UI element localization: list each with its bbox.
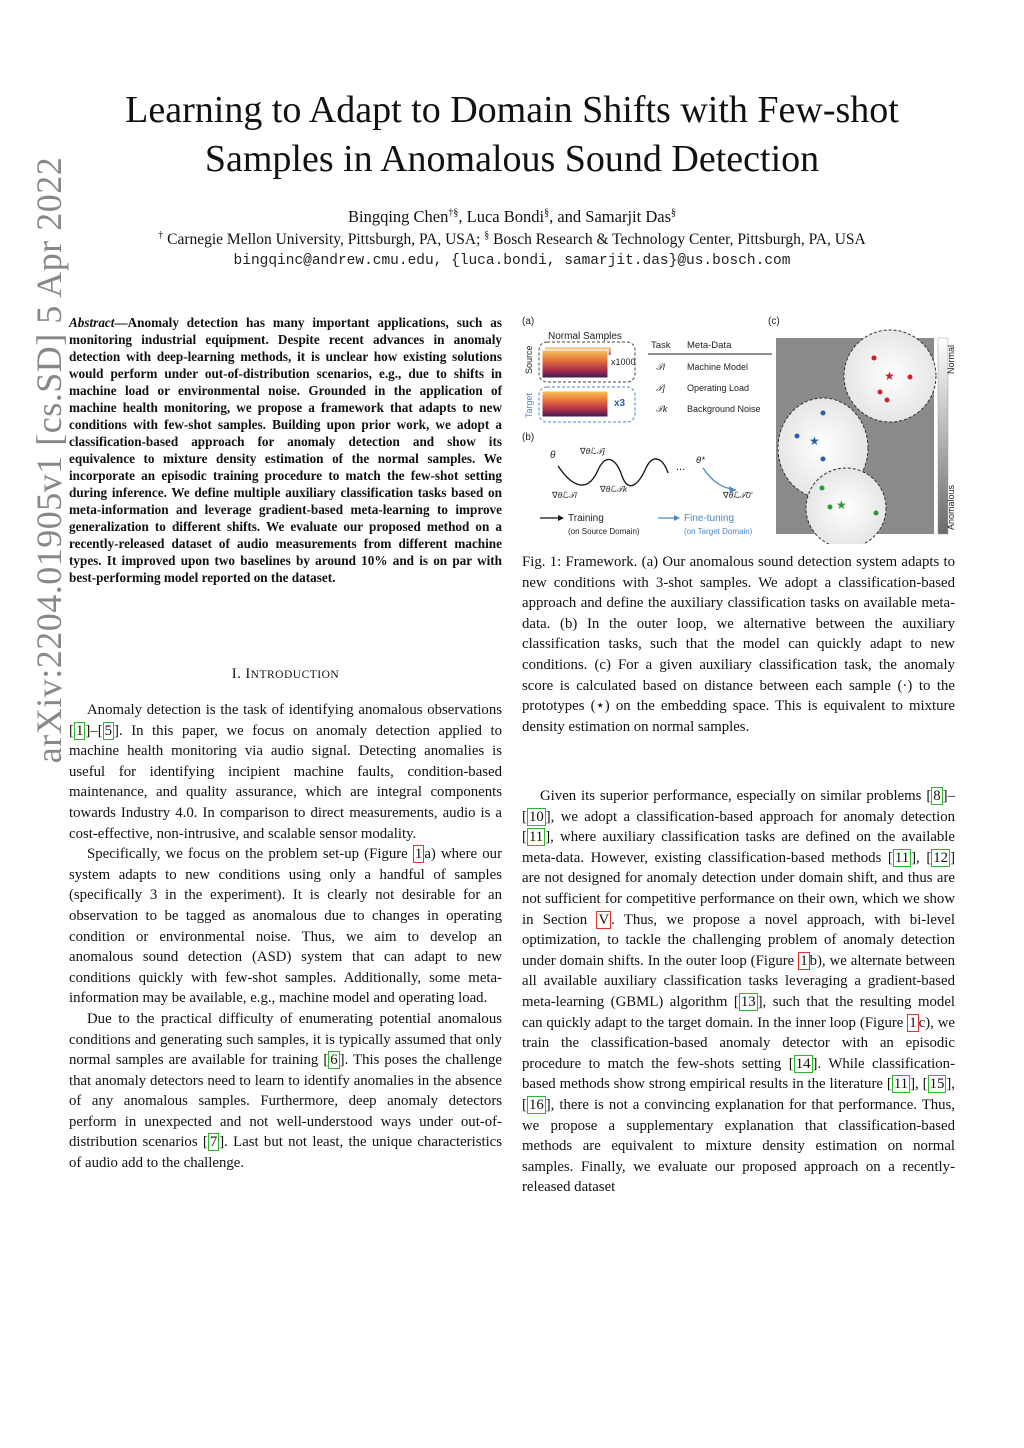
text-run: . Last but not least, the unique characteristics of audio add to the challenge. bbox=[69, 1134, 503, 1172]
gradient-label: ∇θℒ𝒯i bbox=[552, 490, 577, 500]
training-trajectory bbox=[558, 459, 668, 486]
text-run: b), we alternate between all available auxiliary classification tasks leveraging a gradient-based meta-learning (GBML) algorithm bbox=[522, 952, 955, 1010]
citation-link[interactable]: 7 bbox=[209, 1134, 218, 1151]
text-run: . This poses the challenge that anomaly detectors need to learn to identify anomalies in the absence of any anomalous samples. Furthermore, deep anomaly detectors perform in unexpected and not well-understood ways under out-of-distribution scenarios bbox=[69, 1052, 502, 1151]
abstract-text: —Anomaly detection has many important applications, such as monitoring industrial equipment. Despite recent advances in anomaly detection with deep-learning methods, it is unclear how existing solutions would perform under out-of-distribution scenarios, e.g., due to shifts in machine load or environmental noise. Grounded in the application of machine health monitoring, we propose a framework that adapts to new conditions with few-shot samples. Building upon prior work, we adopt a classification-based approach for anomaly detection and show its equivalence to mixture density estimation of the normal samples. We incorporate an episodic training procedure to match the few-shot setting during inference. We define multiple auxiliary classification tasks based on meta-information and leverage gradient-based meta-learning to improve generalization to different shifts. We evaluate our proposed method on a recently-released dataset of audio measurements from different machine types. It improved upon two baselines by around 10% and is on par with best-performing model reported on the dataset. bbox=[69, 315, 502, 585]
prototype-star: ★ bbox=[836, 498, 847, 512]
finetune-trajectory bbox=[703, 468, 736, 490]
sample-point bbox=[908, 375, 913, 380]
figure-ref-link[interactable]: 1 bbox=[909, 1014, 917, 1031]
citation-link[interactable]: 10 bbox=[528, 808, 544, 825]
citation-link[interactable]: 11 bbox=[528, 829, 544, 846]
abstract bbox=[69, 314, 502, 586]
author-mark: § bbox=[544, 207, 550, 219]
text-run: c), we train the classification-based anomaly detector with an episodic procedure to match the few-shots setting bbox=[522, 1014, 955, 1072]
paper-title: Learning to Adapt to Domain Shifts with Few-shot Samples in Anomalous Sound Detection bbox=[125, 89, 899, 180]
arrowhead bbox=[558, 515, 564, 521]
affiliation-text: Bosch Research & Technology Center, Pittsburgh, PA, USA bbox=[493, 231, 866, 248]
author-name: Luca Bondi bbox=[466, 207, 545, 226]
intro-paragraph-2 bbox=[69, 844, 502, 1009]
citation-link[interactable]: 16 bbox=[528, 1096, 544, 1113]
sample-point bbox=[872, 356, 877, 361]
citation-link[interactable]: 15 bbox=[929, 1076, 945, 1093]
task-symbol: 𝒯j bbox=[656, 383, 665, 393]
intro-paragraph-3: Due to the practical difficulty of enumerating potential anomalous conditions and generating such samples, it is typically assumed that only normal samples are available for training [ 6 ]. This poses the challenge that anomaly detectors need to learn to identify anomalies in the absence of any anomalous samples. Furthermore, deep anomaly detectors perform in unexpected and not well-understood ways under out-of-distribution scenarios [ 7 ]. Last but not least, the unique characteristics of audio add to the challenge. bbox=[69, 1010, 503, 1172]
scale-normal-label: Normal bbox=[946, 344, 956, 374]
text-run: , such that the resulting model can quickly adapt to the target domain. In the inner loop (Figure bbox=[522, 993, 955, 1031]
section-heading-introduction bbox=[69, 666, 502, 683]
author-mark: †§ bbox=[448, 207, 459, 219]
target-label: Target bbox=[524, 392, 534, 418]
spectrogram bbox=[542, 350, 608, 378]
meta-item: Machine Model bbox=[687, 362, 749, 372]
figure-1-svg bbox=[518, 308, 964, 544]
gradient-label: ∇θℒ𝒯0' bbox=[723, 490, 753, 500]
panel-b-label: (b) bbox=[522, 432, 535, 443]
author-list: Bingqing Chen†§, Luca Bondi§, and Samarjit Das§ bbox=[348, 207, 676, 226]
text-run: Given its superior performance, especially on similar problems bbox=[540, 788, 927, 804]
citation-link[interactable]: 8 bbox=[933, 788, 941, 804]
text-run: , there is not a convincing explanation for that performance. Thus, we propose a supplementary explanation that classification-based methods are equivalent to mixture density estimation on normal samples. Finally, we evaluate our proposed approach on a recently-released dataset bbox=[522, 1096, 955, 1196]
citation-link[interactable]: 11 bbox=[894, 849, 910, 866]
text-run: . Thus, we propose a novel approach, with bi-level optimization, to tackle the challenging problem of anomaly detection under domain shifts. In the outer loop (Figure bbox=[522, 911, 955, 969]
task-header: Task bbox=[651, 340, 671, 351]
task-symbol: 𝒯i bbox=[656, 362, 665, 372]
panel-a-label: (a) bbox=[522, 316, 535, 327]
legend-finetune-sub: (on Target Domain) bbox=[684, 527, 753, 536]
citation-link[interactable]: 11 bbox=[893, 1076, 909, 1093]
legend-training-label: Training bbox=[568, 513, 604, 524]
theta-label: θ bbox=[550, 450, 556, 461]
text-run: . In this paper, we focus on anomaly detection applied to machine health monitoring via audio signal. Detecting anomalies is useful for identifying incipient machine faults, condition-based maintenance, and quality assurance, which are integral components towards Industry 4.0. In comparison to direct measurements, audio is a cost-effective, non-intrusive, and scalable sensor modality. bbox=[69, 722, 502, 842]
intro-column bbox=[69, 700, 502, 1174]
citation-link[interactable]: 5 bbox=[104, 722, 113, 739]
figure-1-caption: Fig. 1: Framework. (a) Our anomalous sound detection system adapts to new conditions with 3-shot samples. We adopt a classification-based approach and define the auxiliary classification tasks on available meta-data. (b) In the outer loop, we alternative between the auxiliary classification tasks, such that the model can quickly adapt to new conditions. (c) For a given auxiliary classification task, the anomaly score is calculated based on distance between each sample (·) to the prototypes (⋆) on the embedding space. This is equivalent to mixture density estimation on normal samples. bbox=[522, 554, 955, 735]
target-count: x3 bbox=[614, 398, 626, 409]
figure-ref-link[interactable]: 1 bbox=[414, 846, 423, 863]
text-run: Specifically, we focus on the problem set-up (Figure bbox=[87, 846, 413, 863]
affiliation-mark: † bbox=[158, 229, 164, 241]
sample-point bbox=[821, 411, 826, 416]
author-separator: , and bbox=[549, 207, 586, 226]
legend-finetune-label: Fine-tuning bbox=[684, 513, 735, 524]
task-symbol: 𝒯k bbox=[656, 404, 668, 414]
citation-link[interactable]: 1 bbox=[75, 722, 84, 739]
spectrogram bbox=[542, 391, 608, 417]
prototype-star: ★ bbox=[809, 434, 820, 448]
meta-item: Operating Load bbox=[687, 383, 750, 393]
affiliation-mark: § bbox=[484, 229, 490, 241]
section-title: NTRODUCTION bbox=[250, 669, 340, 681]
text-run: are not designed for anomaly detection under domain shift, and thus are not sufficient for competitive performance on their own, which we show in Section bbox=[522, 870, 955, 928]
section-number: I. I bbox=[231, 666, 251, 682]
text-run: – bbox=[90, 722, 98, 739]
author-emails: bingqinc@andrew.cmu.edu, {luca.bondi, samarjit.das}@us.bosch.com bbox=[233, 253, 791, 269]
affiliation-text: Carnegie Mellon University, Pittsburgh, PA, USA; bbox=[167, 231, 481, 248]
meta-item: Background Noise bbox=[687, 404, 761, 414]
sample-point bbox=[874, 511, 879, 516]
text-run: . While classification-based methods show strong empirical results in the literature bbox=[522, 1055, 955, 1093]
prototype-star: ★ bbox=[884, 369, 895, 383]
intro-paragraph-1: Anomaly detection is the task of identifying anomalous observations [ 1 ]–[ 5 ]. In this paper, we focus on anomaly detection applied to machine health monitoring via audio signal. Detecting anomalies is useful for identifying incipient machine faults, condition-based maintenance, and quality assurance, which are integral components towards Industry 4.0. In comparison to direct measurements, audio is a cost-effective, non-intrusive, and scalable sensor modality. bbox=[69, 702, 502, 842]
text-run: , bbox=[915, 1076, 923, 1093]
text-run: , we adopt a classification-based approach for anomaly detection bbox=[550, 808, 955, 825]
body-paragraph: Given its superior performance, especially on similar problems [ 8 ]–[ 10 ], we adopt a classification-based approach for anomaly detection [ 11 ], where auxiliary classification tasks are defined on the available meta-data. However, existing classification-based methods [ 11 ], [ 12 ] are not designed for anomaly detection under domain shift, and thus are not sufficient for competitive performance on their own, which we show in Section V . Thus, we propose a novel approach, with bi-level optimization, to tackle the challenging problem of anomaly detection under domain shifts. In the outer loop (Figure 1 b), we alternate between all available auxiliary classification tasks leveraging a gradient-based meta-learning (GBML) algorithm [ 13 ], such that the resulting model can quickly adapt to the target domain. In the inner loop (Figure 1 c), we train the classification-based anomaly detector with an episodic procedure to match the few-shots setting [ 14 ]. While classification-based methods show strong empirical results in the literature [ 11 ], [ 15 ], [ 16 ], there is not a convincing explanation for that performance. Thus, we propose a supplementary explanation that classification-based methods are equivalent to mixture density estimation on normal samples. Finally, we evaluate our proposed approach on a recently-released dataset bbox=[522, 788, 955, 1196]
text-run: – bbox=[947, 788, 955, 804]
panel-c-label: (c) bbox=[768, 316, 780, 327]
citation-link[interactable]: 13 bbox=[740, 993, 756, 1010]
author-name: Samarjit Das bbox=[585, 207, 671, 226]
arxiv-identifier: arXiv:2204.01905v1 [cs.SD] 5 Apr 2022 bbox=[29, 156, 69, 764]
citation-link[interactable]: 14 bbox=[795, 1055, 811, 1072]
source-count: x1000 bbox=[611, 357, 636, 367]
gradient-label: ∇θℒ𝒯k bbox=[600, 484, 628, 494]
figure-ref-link[interactable]: 1 bbox=[800, 952, 808, 969]
text-run: , bbox=[916, 849, 927, 866]
figure-1 bbox=[518, 308, 964, 544]
ellipsis: ... bbox=[676, 461, 686, 473]
text-run: , where auxiliary classification tasks are defined on the available meta-data. However, existing classification-based methods bbox=[522, 829, 955, 866]
sample-point bbox=[821, 457, 826, 462]
citation-link[interactable]: 12 bbox=[933, 849, 949, 866]
sample-point bbox=[820, 486, 825, 491]
legend-training-sub: (on Source Domain) bbox=[568, 527, 640, 536]
text-run: a) where our system adapts to new conditions using only a handful of samples (specifically 3 in the experiment). It is clearly not desirable for an observation to be tagged as anomalous due to changes in operating condition or environmental noise. Thus, we aim to develop an anomalous sound detection (ASD) system that can adapt to new conditions quickly with few-shot samples. Additionally, some meta-information may be available, e.g., machine model and operating load. bbox=[69, 846, 502, 1007]
text-run: , bbox=[951, 1076, 955, 1093]
sample-point bbox=[828, 505, 833, 510]
sample-point bbox=[795, 434, 800, 439]
citation-link[interactable]: 6 bbox=[330, 1052, 338, 1069]
normal-samples-label: Normal Samples bbox=[548, 331, 622, 342]
abstract-label: Abstract bbox=[69, 315, 115, 330]
affiliations bbox=[60, 231, 964, 249]
gradient-label: ∇θℒ𝒯j bbox=[580, 446, 605, 456]
scale-anomalous-label: Anomalous bbox=[946, 484, 956, 530]
source-label: Source bbox=[524, 345, 534, 374]
author-mark: § bbox=[671, 207, 676, 219]
author-name: Bingqing Chen bbox=[348, 207, 449, 226]
sample-point bbox=[878, 390, 883, 395]
arrowhead bbox=[674, 515, 680, 521]
meta-header: Meta-Data bbox=[687, 340, 732, 351]
text-run: Anomaly detection is the task of identifying anomalous observations bbox=[87, 702, 502, 718]
text-run: Due to the practical difficulty of enumerating potential anomalous conditions and generating such samples, it is typically assumed that only normal samples are available for training bbox=[69, 1010, 502, 1069]
right-column bbox=[522, 786, 955, 1198]
sample-point bbox=[885, 398, 890, 403]
section-ref-link[interactable]: V bbox=[598, 911, 610, 928]
theta-star-label: θ* bbox=[696, 455, 705, 466]
